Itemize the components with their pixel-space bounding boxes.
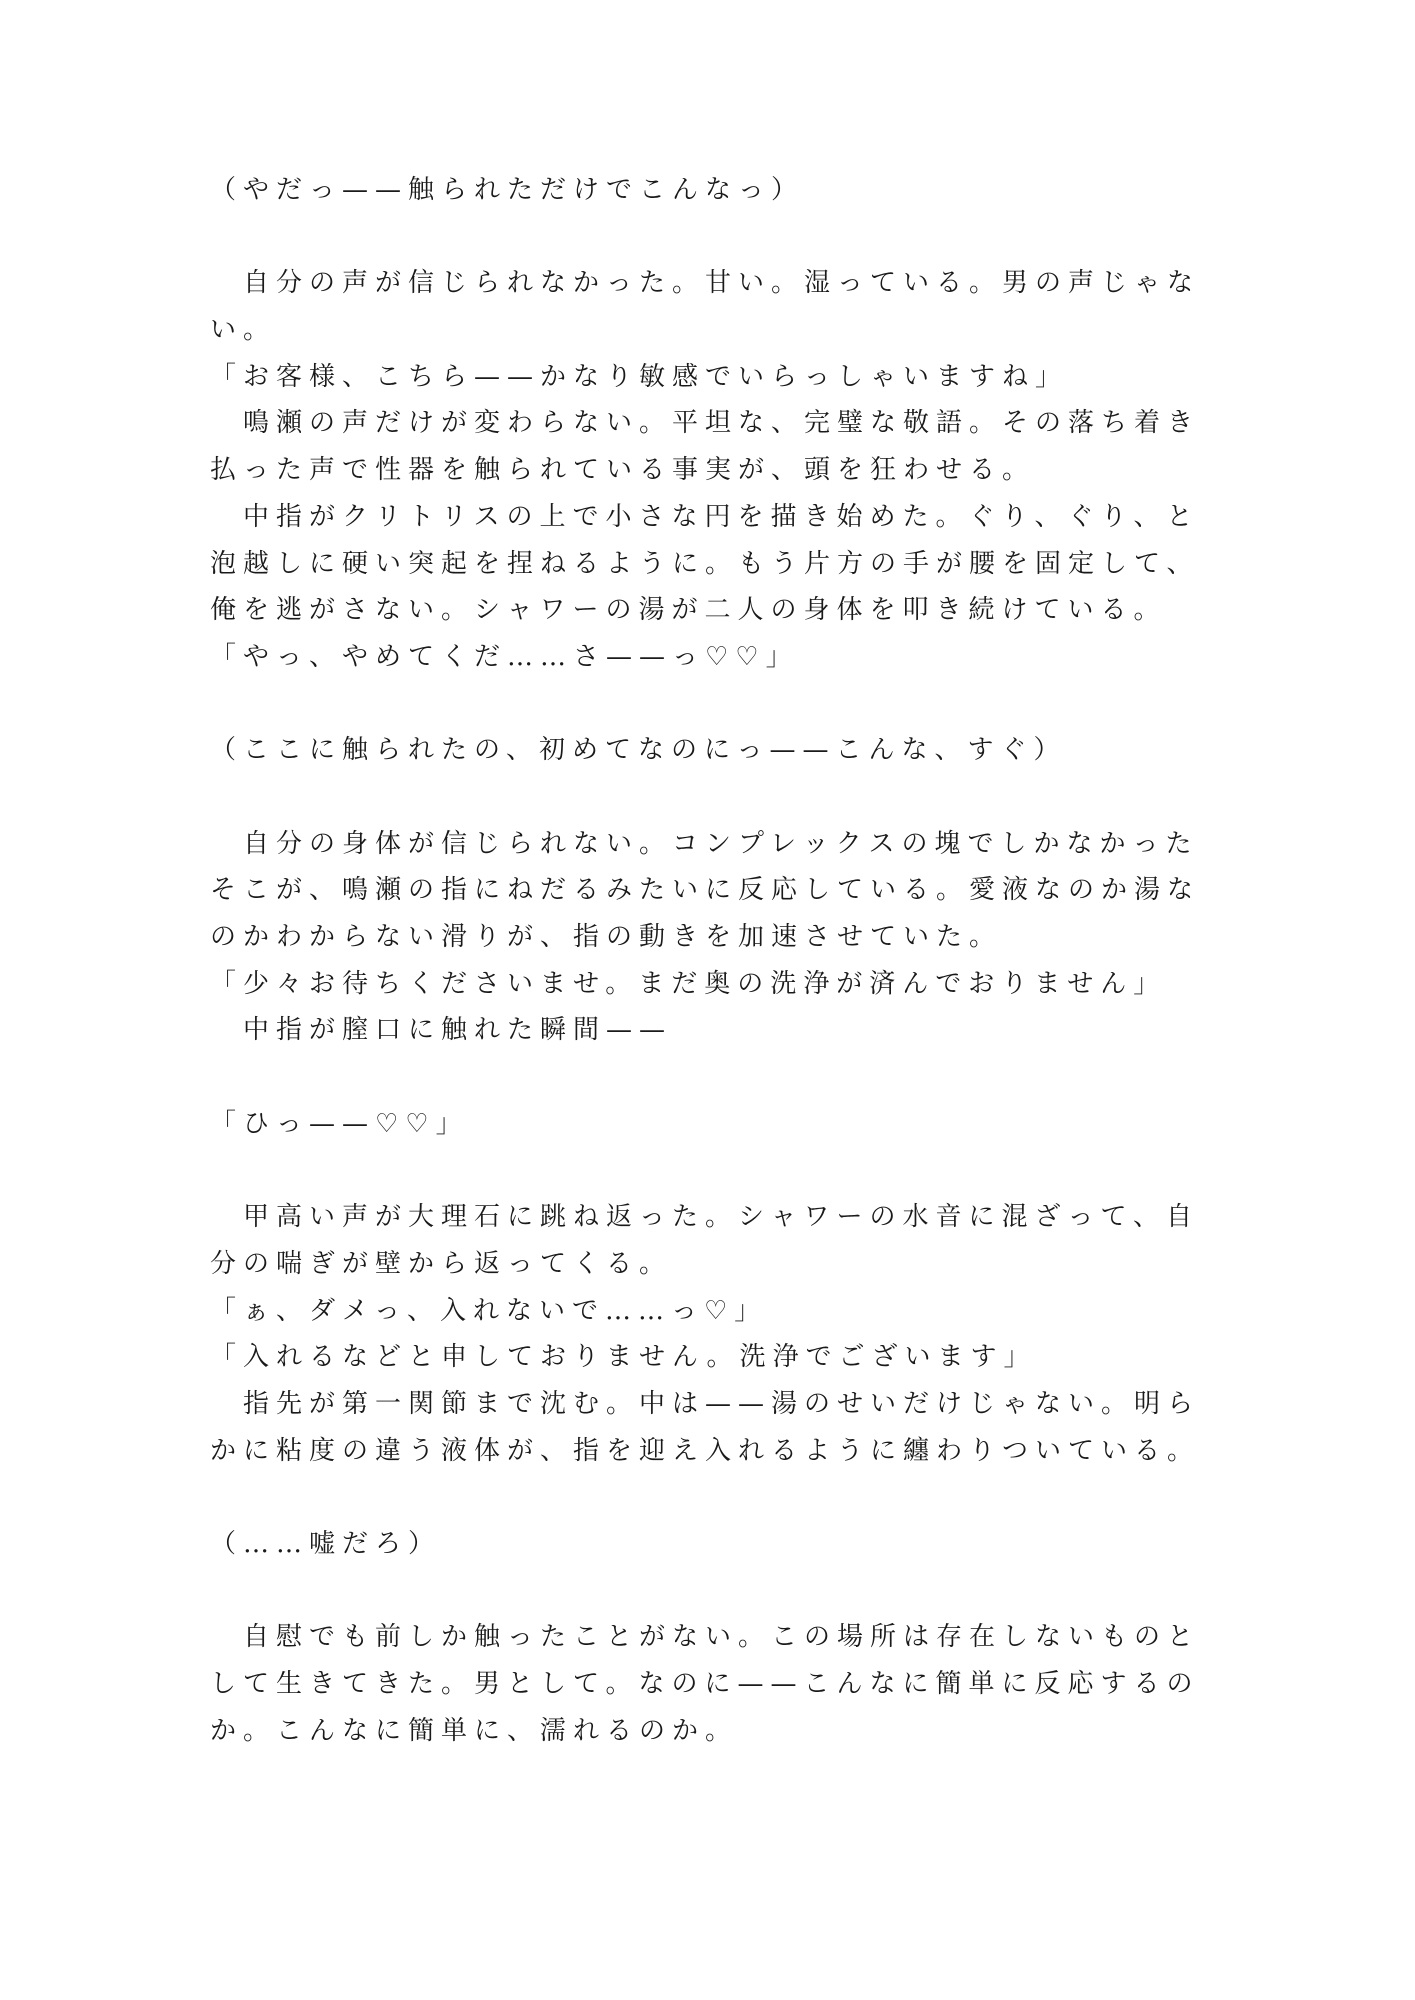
text-line: （……嘘だろ） [210, 1528, 442, 1559]
text-line: 泡越しに硬い突起を捏ねるように。もう片方の手が腰を固定して、 [210, 548, 1200, 579]
blank-line [210, 214, 1210, 261]
blank-line [210, 774, 1210, 821]
text-line: そこが、鳴瀬の指にねだるみたいに反応している。愛液なのか湯な [210, 875, 1201, 906]
text-line: 指先が第一関節まで沈む。中は——湯のせいだけじゃない。明ら [210, 1388, 1201, 1419]
text-line: のかわからない滑りが、指の動きを加速させていた。 [210, 922, 1003, 952]
blank-line [210, 681, 1210, 728]
text-line: 「ぁ、ダメっ、入れないで……っ♡」 [210, 1295, 768, 1326]
text-line: 自分の声が信じられなかった。甘い。湿っている。男の声じゃな [210, 268, 1201, 299]
text-line: 中指がクリトリスの上で小さな円を描き始めた。ぐり、ぐり、と [210, 501, 1200, 532]
text-line: かに粘度の違う液体が、指を迎え入れるように纏わりついている。 [210, 1435, 1201, 1466]
document-body [210, 167, 1210, 1754]
text-line: 中指が膣口に触れた瞬間—— [210, 1015, 673, 1046]
text-line: （ここに触られたの、初めてなのにっ——こんな、すぐ） [210, 735, 1067, 766]
text-line: 「ひっ——♡♡」 [210, 1108, 469, 1139]
text-line: 自慰でも前しか触ったことがない。この場所は存在しないものと [210, 1622, 1201, 1653]
blank-line [210, 1474, 1210, 1521]
blank-line [210, 1568, 1210, 1615]
text-line: 「入れるなどと申しておりません。洗浄でございます」 [210, 1342, 1037, 1373]
text-line: 分の喘ぎが壁から返ってくる。 [210, 1248, 673, 1279]
blank-line [210, 1147, 1210, 1194]
text-line: か。こんなに簡単に、濡れるのか。 [210, 1715, 739, 1746]
text-line: 「お客様、こちら——かなり敏感でいらっしゃいますね」 [210, 361, 1069, 392]
text-line: （やだっ——触られただけでこんなっ） [210, 175, 805, 205]
text-line: 自分の身体が信じられない。コンプレックスの塊でしかなかった [210, 828, 1199, 859]
text-line: い。 [210, 315, 277, 346]
text-line: 鳴瀬の声だけが変わらない。平坦な、完璧な敬語。その落ち着き [210, 408, 1201, 439]
text-line: 「少々お待ちくださいませ。まだ奥の洗浄が済んでおりません」 [210, 968, 1167, 999]
text-line: 甲高い声が大理石に跳ね返った。シャワーの水音に混ざって、自 [210, 1202, 1199, 1233]
text-line: して生きてきた。男として。なのに——こんなに簡単に反応するの [210, 1669, 1200, 1699]
blank-line [210, 1054, 1210, 1101]
text-line: 俺を逃がさない。シャワーの湯が二人の身体を叩き続けている。 [210, 595, 1167, 626]
text-line: 払った声で性器を触られている事実が、頭を狂わせる。 [210, 455, 1036, 486]
text-line: 「やっ、やめてくだ……さ——っ♡♡」 [210, 641, 799, 672]
